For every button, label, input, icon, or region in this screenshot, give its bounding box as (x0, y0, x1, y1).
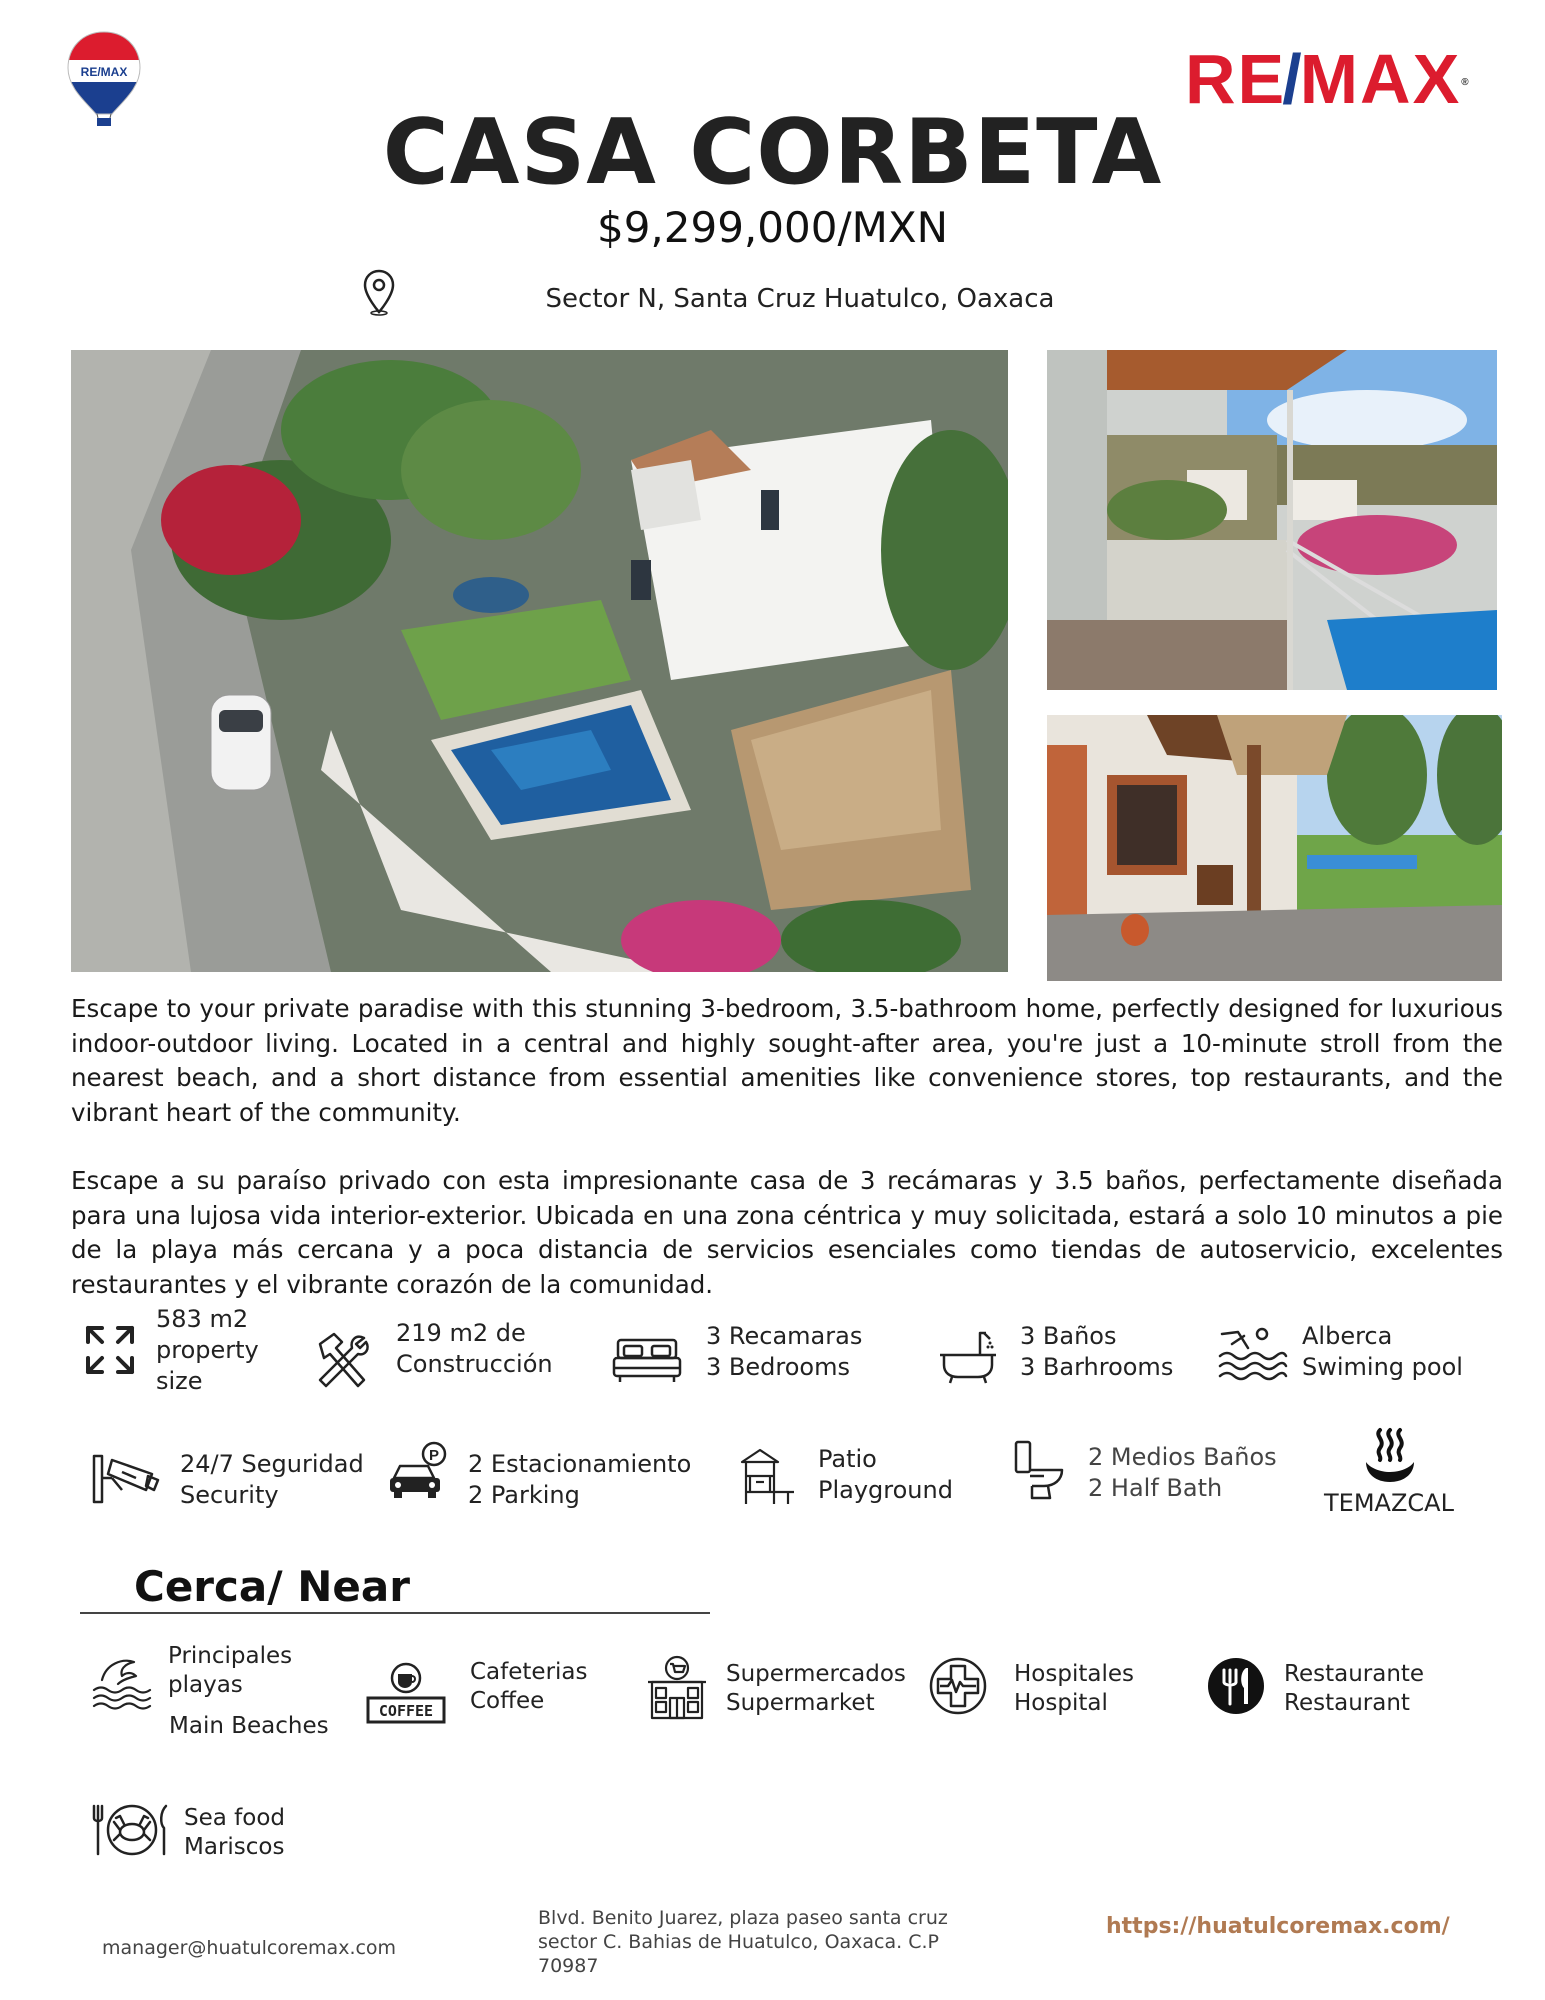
seafood-crab-icon (92, 1800, 172, 1860)
aerial-view-photo (71, 350, 1008, 972)
feature-property-size: 583 m2 property size (156, 1305, 259, 1395)
feature-temazcal: TEMAZCAL (1324, 1489, 1454, 1517)
balloon-text: RE/MAX (80, 65, 128, 79)
property-address: Sector N, Santa Cruz Huatulco, Oaxaca (545, 284, 1055, 314)
near-coffee: Cafeterias Coffee (470, 1659, 588, 1714)
svg-text:P: P (428, 1447, 440, 1464)
near-beaches-english: Main Beaches (169, 1713, 329, 1739)
logo-reg: ® (1461, 77, 1471, 88)
bed-icon (612, 1330, 682, 1390)
near-divider (80, 1612, 710, 1614)
feature-construction: 219 m2 de Construcción (396, 1319, 553, 1378)
swimming-pool-icon (1218, 1322, 1288, 1382)
parking-car-icon (388, 1440, 448, 1500)
listing-price: $9,299,000/MXN (596, 203, 949, 252)
bathtub-icon (938, 1325, 998, 1385)
toilet-icon (1010, 1440, 1070, 1500)
feature-playground: Patio Playground (818, 1445, 953, 1504)
description-spanish: Escape a su paraíso privado con esta impresionante casa de 3 recámaras y 3.5 baños, perfectamente diseñada para una lujosa vida interior-exterior. Ubicada en una zona céntrica y muy solicitada, estará a solo 10 minutos a pie de la playa más cercana y a poca distancia de servicios esenciales como tiendas de autoservicio, excelentes restaurantes y el vibrante corazón de la comunidad. (71, 1166, 1503, 1299)
footer-address: Blvd. Benito Juarez, plaza paseo santa cruz sector C. Bahias de Huatulco, Oaxaca. C.P 70987 (538, 1907, 948, 1977)
playground-icon (736, 1446, 796, 1506)
footer-email[interactable]: manager@huatulcoremax.com (102, 1937, 397, 1959)
terrace-balcony-photo (1047, 350, 1497, 690)
feature-half-bath: 2 Medios Baños 2 Half Bath (1088, 1443, 1277, 1502)
feature-bathrooms: 3 Baños 3 Barhrooms (1020, 1322, 1174, 1381)
tools-icon (312, 1330, 372, 1390)
near-section-title: Cerca/ Near (134, 1562, 410, 1611)
feature-parking: 2 Estacionamiento 2 Parking (468, 1450, 692, 1509)
page-title: CASA CORBETA (382, 100, 1163, 205)
near-supermarket: Supermercados Supermarket (726, 1661, 906, 1716)
logo-part2: MAX (1299, 40, 1462, 118)
expand-arrows-icon (80, 1320, 140, 1380)
near-hospital: Hospitales Hospital (1014, 1661, 1134, 1716)
coffee-icon (366, 1660, 446, 1724)
location-pin-icon (362, 268, 396, 316)
near-restaurant: Restaurante Restaurant (1284, 1661, 1425, 1716)
feature-bedrooms: 3 Recamaras 3 Bedrooms (706, 1322, 863, 1381)
near-beaches: Principales playas (168, 1643, 293, 1698)
logo-part1: RE (1185, 40, 1287, 118)
steam-icon (1360, 1426, 1420, 1486)
coffee-badge: COFFEE (378, 1702, 434, 1720)
logo-slash: / (1282, 40, 1304, 118)
supermarket-icon (644, 1654, 710, 1720)
hospital-icon (928, 1656, 988, 1716)
restaurant-icon (1206, 1656, 1266, 1716)
feature-security: 24/7 Seguridad Security (180, 1450, 364, 1509)
security-camera-icon (92, 1450, 162, 1510)
beach-wave-icon (92, 1650, 152, 1710)
near-seafood: Sea food Mariscos (184, 1805, 285, 1860)
description-english: Escape to your private paradise with this stunning 3-bedroom, 3.5-bathroom home, perfectly designed for luxurious indoor-outdoor living. Located in a central and highly sought-after area, you're just a 10-minute stroll from the nearest beach, and a short distance from essential amenities like convenience stores, top restaurants, and the vibrant heart of the community. (71, 994, 1503, 1127)
feature-pool: Alberca Swiming pool (1302, 1322, 1463, 1381)
porch-garden-photo (1047, 715, 1502, 981)
footer-website-link[interactable]: https://huatulcoremax.com/ (1106, 1914, 1450, 1939)
